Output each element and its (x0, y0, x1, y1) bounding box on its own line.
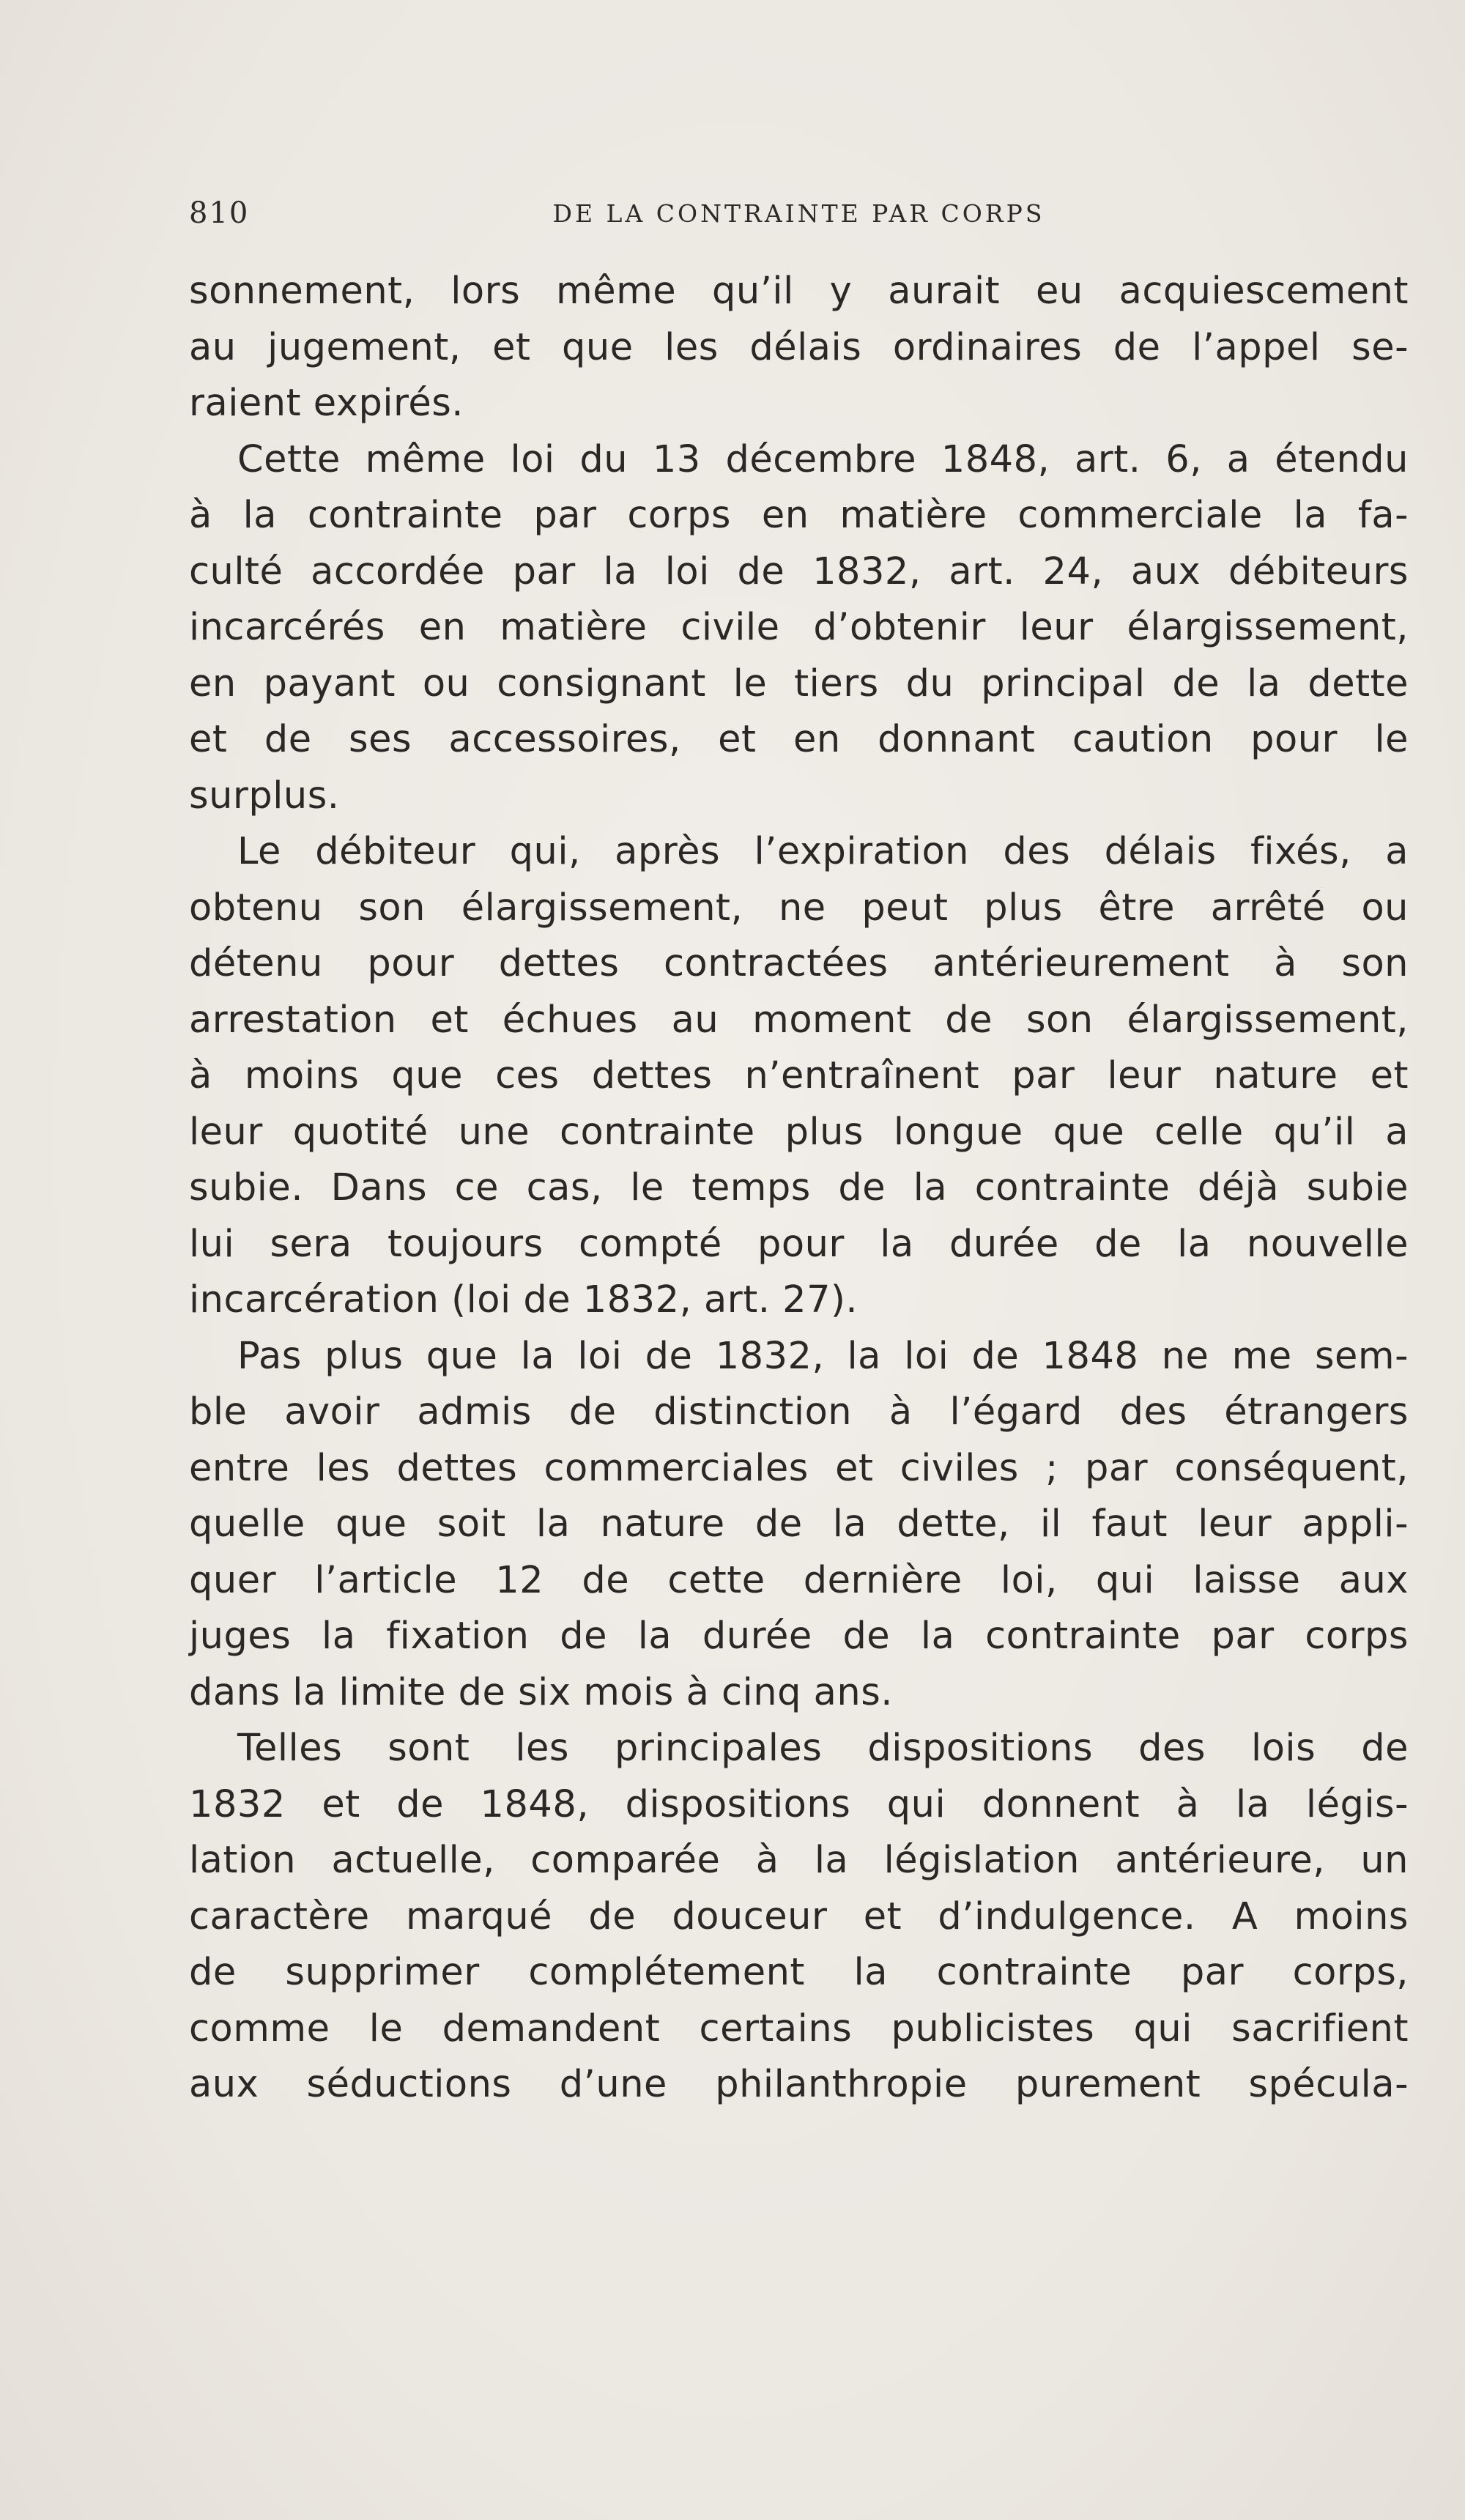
text-line: obtenu son élargissement, ne peut plus être arrêté ou (189, 886, 1409, 930)
text-line: lui sera toujours compté pour la durée de la nouvelle (189, 1222, 1409, 1266)
text-line: 1832 et de 1848, dispositions qui donnent à la légis- (189, 1782, 1409, 1826)
text-line: quer l’article 12 de cette dernière loi, qui laisse aux (189, 1558, 1409, 1602)
text-line: Cette même loi du 13 décembre 1848, art. 6, a étendu (237, 437, 1409, 481)
text-line: aux séductions d’une philanthropie purement spécula- (189, 2063, 1409, 2106)
text-line: subie. Dans ce cas, le temps de la contrainte déjà subie (189, 1166, 1409, 1209)
text-line: incarcération (loi de 1832, art. 27). (189, 1278, 858, 1322)
text-line: lation actuelle, comparée à la législation antérieure, un (189, 1839, 1409, 1882)
text-line: comme le demandent certains publicistes qui sacrifient (189, 2006, 1409, 2050)
text-line: entre les dettes commerciales et civiles ; par conséquent, (189, 1446, 1409, 1490)
text-line: ble avoir admis de distinction à l’égard des étrangers (189, 1390, 1409, 1434)
text-line: leur quotité une contrainte plus longue que celle qu’il a (189, 1110, 1409, 1154)
text-line: dans la limite de six mois à cinq ans. (189, 1670, 894, 1714)
paragraph (189, 1721, 1409, 2113)
body-text (189, 264, 1409, 2113)
text-line: Telles sont les principales dispositions des lois de (237, 1727, 1409, 1770)
paragraph (189, 1329, 1409, 1722)
text-line: détenu pour dettes contractées antérieurement à son (189, 942, 1409, 985)
page-number: 810 (189, 196, 250, 230)
text-line: caractère marqué de douceur et d’indulgence. A moins (189, 1894, 1409, 1938)
text-line: sonnement, lors même qu’il y aurait eu acquiescement (189, 270, 1409, 313)
text-line: Pas plus que la loi de 1832, la loi de 1848 ne me sem- (237, 1334, 1409, 1378)
text-line: incarcérés en matière civile d’obtenir leur élargissement, (189, 606, 1409, 649)
running-head: DE LA CONTRAINTE PAR CORPS (552, 199, 1045, 228)
paragraph (189, 264, 1409, 432)
text-line: de supprimer complétement la contrainte par corps, (189, 1951, 1409, 1994)
text-line: raient expirés. (189, 382, 464, 425)
text-line: et de ses accessoires, et en donnant caution pour le (189, 718, 1409, 761)
text-line: juges la fixation de la durée de la contrainte par corps (189, 1615, 1409, 1658)
paragraph (189, 432, 1409, 825)
paragraph (189, 824, 1409, 1329)
text-line: surplus. (189, 774, 340, 818)
text-line: arrestation et échues au moment de son élargissement, (189, 998, 1409, 1042)
text-line: à moins que ces dettes n’entraînent par leur nature et (189, 1054, 1409, 1097)
text-line: quelle que soit la nature de la dette, il faut leur appli- (189, 1502, 1409, 1546)
text-line: à la contrainte par corps en matière commerciale la fa- (189, 494, 1409, 537)
text-line: culté accordée par la loi de 1832, art. 24, aux débiteurs (189, 549, 1409, 593)
text-line: en payant ou consignant le tiers du principal de la dette (189, 662, 1409, 705)
text-line: au jugement, et que les délais ordinaires de l’appel se- (189, 325, 1409, 369)
page-header (189, 196, 1409, 240)
text-line: Le débiteur qui, après l’expiration des délais fixés, a (237, 830, 1409, 873)
